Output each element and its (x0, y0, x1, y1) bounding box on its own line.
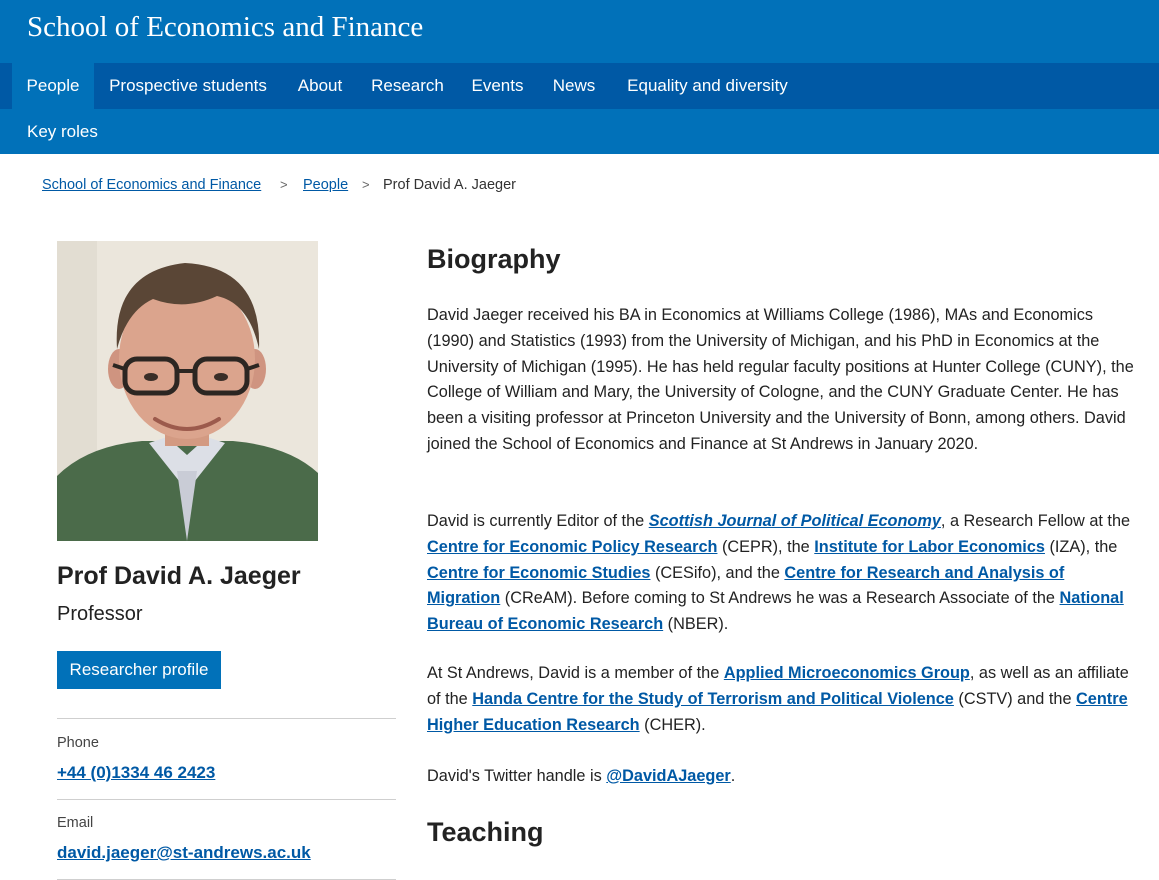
nber-link[interactable]: National Bureau of Economic Research (427, 589, 1124, 634)
breadcrumb-school-link[interactable]: School of Economics and Finance (42, 177, 262, 193)
cher-link[interactable]: Centre Higher Education Research (427, 689, 1128, 734)
site-header (0, 0, 1159, 63)
cream-link[interactable]: Centre for Research and Analysis of Migration (427, 563, 1065, 608)
divider (57, 799, 396, 800)
divider (57, 718, 396, 719)
scottish-journal-link[interactable]: Scottish Journal of Political Economy (648, 512, 941, 530)
person-role: Professor (57, 603, 143, 625)
secondary-nav (0, 109, 1159, 154)
person-name: Prof David A. Jaeger (57, 562, 301, 590)
nav-item-people[interactable]: People (12, 63, 94, 109)
bio-text: , a Research Fellow at the (940, 512, 1131, 530)
cesifo-link[interactable]: Centre for Economic Studies (427, 563, 651, 582)
breadcrumb-separator: > (280, 177, 288, 192)
bio-text: David is currently Editor of the (427, 512, 649, 530)
profile-photo (57, 241, 318, 541)
iza-link[interactable]: Institute for Labor Economics (814, 537, 1045, 556)
biography-paragraph (427, 764, 1142, 790)
twitter-link[interactable]: @DavidAJaeger (606, 767, 731, 785)
bio-text: (NBER). (663, 615, 729, 634)
bio-text: (IZA), the (1044, 537, 1118, 556)
email-label: Email (57, 815, 94, 831)
breadcrumb-people-link[interactable]: People (303, 177, 349, 193)
email-link[interactable]: david.jaeger@st-andrews.ac.uk (57, 843, 311, 862)
cepr-link[interactable]: Centre for Economic Policy Research (427, 537, 718, 556)
portrait-illustration (57, 241, 318, 541)
handa-centre-link[interactable]: Handa Centre for the Study of Terrorism and Political Violence (472, 689, 954, 708)
nav-item-events[interactable]: Events (471, 76, 524, 95)
researcher-profile-button[interactable]: Researcher profile (57, 651, 221, 689)
bio-text: (CReAM). Before coming to St Andrews he was a Research Associate of the (500, 589, 1060, 608)
bio-text: , as well as an affiliate of the (427, 664, 1129, 708)
biography-paragraph (427, 509, 1142, 638)
breadcrumb-separator: > (362, 177, 370, 192)
biography-paragraph: David Jaeger received his BA in Economics at Williams College (1986), MAs and Economics (1990) and Statistics (1993) from the University of Michigan, and his PhD in Economics at the University of Michigan (1995). He has held regular faculty positions at Hunter College (CUNY), the College of William and Mary, the University of Cologne, and the CUNY Graduate Center. He has been a visiting professor at Princeton University and the University of Bonn, among others. David joined the School of Economics and Finance at St Andrews in January 2020. (427, 306, 1134, 453)
bio-text: (CSTV) and the (953, 689, 1077, 708)
phone-label: Phone (57, 735, 99, 751)
nav-item-about[interactable]: About (297, 76, 343, 95)
applied-microeconomics-link[interactable]: Applied Microeconomics Group (723, 664, 970, 682)
nav-item-equality-and-diversity[interactable]: Equality and diversity (627, 76, 788, 95)
nav-item-news[interactable]: News (552, 76, 596, 95)
breadcrumb-current: Prof David A. Jaeger (383, 177, 516, 193)
teaching-heading: Teaching (427, 817, 544, 847)
biography-heading: Biography (427, 244, 561, 274)
bio-text: (CEPR), the (717, 537, 815, 556)
bio-text: (CHER). (639, 715, 706, 734)
nav-item-research[interactable]: Research (371, 76, 444, 95)
biography-paragraph (427, 661, 1142, 738)
nav-item-prospective-students[interactable]: Prospective students (109, 76, 267, 95)
bio-text: David's Twitter handle is (427, 767, 607, 785)
bio-text: At St Andrews, David is a member of the (427, 664, 724, 682)
subnav-item-key-roles[interactable]: Key roles (27, 122, 98, 141)
bio-text: (CESifo), and the (650, 563, 785, 582)
bio-text: . (730, 767, 736, 785)
phone-link[interactable]: +44 (0)1334 46 2423 (57, 763, 216, 782)
primary-nav (0, 63, 1159, 109)
site-title-link[interactable]: School of Economics and Finance (27, 11, 424, 43)
